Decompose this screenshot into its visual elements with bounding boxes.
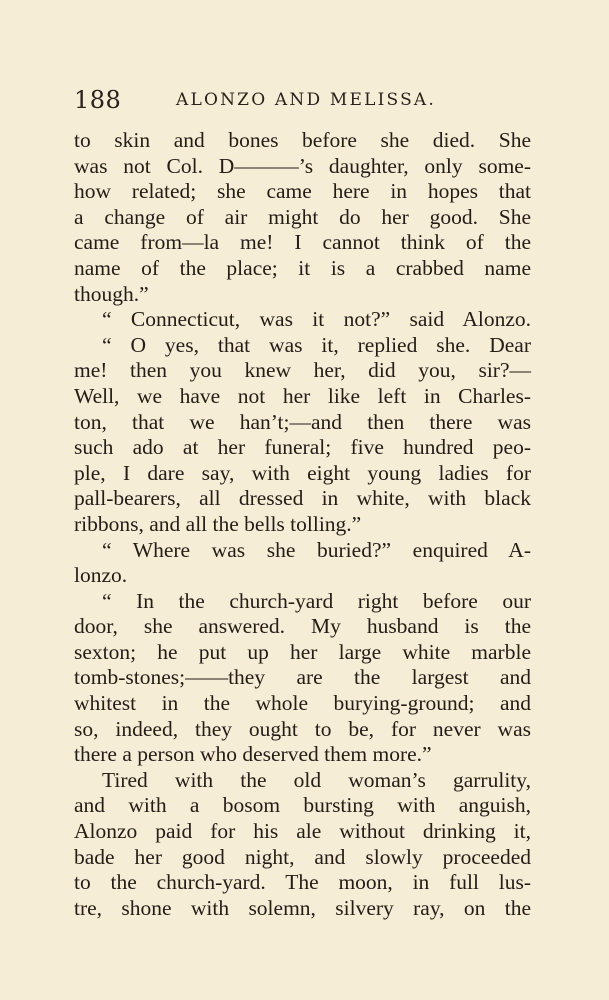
text-line: me! then you knew her, did you, sir?— — [74, 358, 531, 383]
text-line: ple, I dare say, with eight young ladies for — [74, 460, 531, 485]
text-line: though.” — [74, 281, 149, 306]
text-line: a change of air might do her good. She — [74, 204, 531, 229]
running-title: ALONZO AND MELISSA. — [176, 90, 437, 110]
text-line: bade her good night, and slowly proceeded — [74, 844, 531, 869]
text-line: such ado at her funeral; five hundred peo- — [74, 435, 531, 460]
text-line: “ In the church-yard right before our — [102, 588, 531, 613]
text-line: Tired with the old woman’s garrulity, — [102, 767, 531, 792]
text-line: sexton; he put up her large white marble — [74, 639, 531, 664]
text-line: there a person who deserved them more.” — [74, 742, 432, 767]
text-line: tomb-stones;——they are the largest and — [74, 665, 531, 690]
text-line: how related; she came here in hopes that — [74, 179, 531, 204]
text-line: whitest in the whole burying-ground; and — [74, 691, 531, 716]
text-line: to skin and bones before she died. She — [74, 128, 531, 152]
page-header — [74, 86, 531, 120]
text-line: “ Connecticut, was it not?” said Alonzo. — [102, 307, 531, 332]
page-number: 188 — [74, 86, 122, 114]
text-line: ribbons, and all the bells tolling.” — [74, 511, 362, 536]
text-line: “ Where was she buried?” enquired A- — [102, 537, 531, 562]
text-line: so, indeed, they ought to be, for never was — [74, 716, 531, 741]
text-line: door, she answered. My husband is the — [74, 614, 531, 639]
text-line: pall-bearers, all dressed in white, with black — [74, 486, 531, 511]
text-line: tre, shone with solemn, silvery ray, on the — [74, 895, 531, 920]
text-line: Alonzo paid for his ale without drinking it, — [74, 819, 531, 844]
text-line: lonzo. — [74, 563, 128, 588]
body-text — [74, 128, 531, 921]
text-line: came from—la me! I cannot think of the — [74, 230, 531, 255]
text-line: Well, we have not her like left in Charles- — [74, 383, 531, 408]
text-line: ton, that we han’t;—and then there was — [74, 409, 531, 434]
text-line: and with a bosom bursting with anguish, — [74, 793, 531, 818]
text-line: was not Col. D———’s daughter, only some- — [74, 153, 531, 178]
text-line: to the church-yard. The moon, in full lus- — [74, 870, 531, 895]
text-line: name of the place; it is a crabbed name — [74, 255, 531, 280]
text-line: “ O yes, that was it, replied she. Dear — [102, 332, 531, 357]
